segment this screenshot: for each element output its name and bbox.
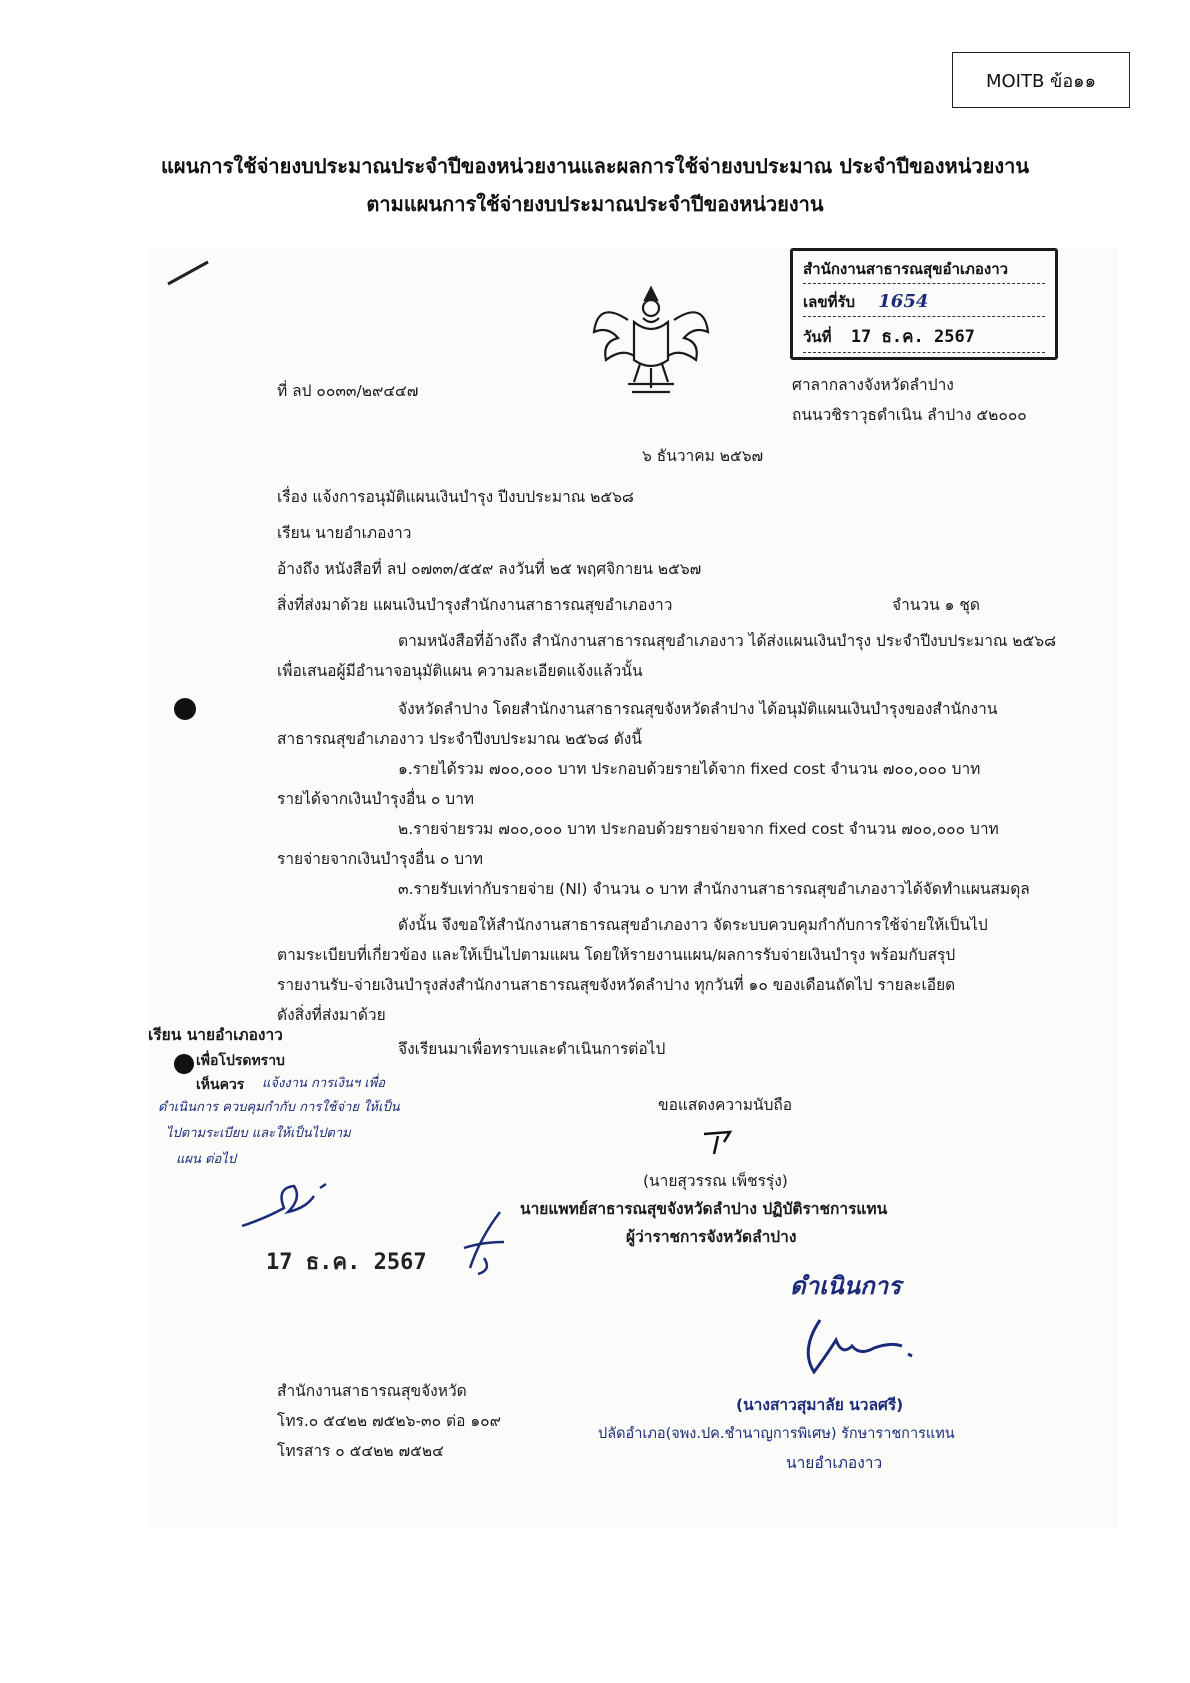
para2-line1: จังหวัดลำปาง โดยสำนักงานสาธารณสุขจังหวัดลำปาง ได้อนุมัติแผนเงินบำรุงของสำนักงาน xyxy=(398,700,998,718)
letter-subject: เรื่อง แจ้งการอนุมัติแผนเงินบำรุง ปีงบประมาณ ๒๕๖๘ xyxy=(277,488,634,506)
para3-line3: รายงานรับ-จ่ายเงินบำรุงส่งสำนักงานสาธารณสุขจังหวัดลำปาง ทุกวันที่ ๑๐ ของเดือนถัดไป รายละเอียด xyxy=(277,976,956,994)
sender-address-line1: ศาลากลางจังหวัดลำปาง xyxy=(792,376,954,394)
reference-number: ที่ ลป ๐๐๓๓/๒๙๔๔๗ xyxy=(277,382,419,400)
annotation-recipient: เรียน นายอำเภองาว xyxy=(148,1026,283,1044)
regards: ขอแสดงความนับถือ xyxy=(658,1096,793,1114)
handwritten-action: ดำเนินการ xyxy=(790,1271,901,1300)
letter-enclosure-quantity: จำนวน ๑ ชุด xyxy=(892,596,980,614)
receive-stamp xyxy=(790,248,1058,360)
stamp-date-row xyxy=(803,323,1045,353)
second-signer-position-line1: ปลัดอำเภอ(จพง.ปค.ชำนาญการพิเศษ) รักษาราชการแทน xyxy=(598,1426,955,1442)
document-code-box xyxy=(952,52,1130,108)
para3-line1: ดังนั้น จึงขอให้สำนักงานสาธารณสุขอำเภองาว จัดระบบควบคุมกำกับการใช้จ่ายให้เป็นไป xyxy=(398,916,988,934)
footer-office: สำนักงานสาธารณสุขจังหวัด xyxy=(277,1382,467,1400)
annotation-note-line4: แผน ต่อไป xyxy=(176,1152,237,1167)
footer-fax: โทรสาร ๐ ๕๔๒๒ ๗๕๒๔ xyxy=(277,1442,444,1460)
annotation-date: 17 ธ.ค. 2567 xyxy=(266,1250,427,1275)
second-signer-position-line2: นายอำเภองาว xyxy=(786,1454,883,1472)
stamp-receive-label: เลขที่รับ xyxy=(803,293,856,311)
annotation-option-recommend: เห็นควร xyxy=(196,1077,245,1093)
para1-line2: เพื่อเสนอผู้มีอำนาจอนุมัติแผน ความละเอียดแจ้งแล้วนั้น xyxy=(277,662,643,680)
stamp-date: 17 ธ.ค. 2567 xyxy=(850,327,975,347)
annotation-note-line1: แจ้งงาน การเงินฯ เพื่อ xyxy=(262,1076,386,1091)
para1-line1: ตามหนังสือที่อ้างถึง สำนักงานสาธารณสุขอำเภองาว ได้ส่งแผนเงินบำรุง ประจำปีงบประมาณ ๒๕๖๘ xyxy=(398,632,1057,650)
annotation-option-inform: เพื่อโปรดทราบ xyxy=(196,1053,285,1069)
signer-position-line2: ผู้ว่าราชการจังหวัดลำปาง xyxy=(626,1228,797,1246)
letter-enclosure: สิ่งที่ส่งมาด้วย แผนเงินบำรุงสำนักงานสาธารณสุขอำเภองาว xyxy=(277,596,673,614)
handwritten-signature-icon xyxy=(236,1178,346,1234)
closing-request: จึงเรียนมาเพื่อทราบและดำเนินการต่อไป xyxy=(398,1040,666,1058)
signature-mark-icon xyxy=(700,1128,740,1158)
punch-hole-icon xyxy=(174,698,196,720)
annotation-note-line2: ดำเนินการ ควบคุมกำกับ การใช้จ่าย ให้เป็น xyxy=(158,1100,400,1115)
letter-date: ๖ ธันวาคม ๒๕๖๗ xyxy=(642,447,764,465)
stamp-receive-number: 1654 xyxy=(878,291,929,312)
second-signature-icon xyxy=(790,1310,920,1380)
document-code: MOITB ข้อ๑๑ xyxy=(985,70,1097,92)
initials-signature-icon xyxy=(460,1208,510,1278)
para3-line4: ดังสิ่งที่ส่งมาด้วย xyxy=(277,1006,386,1024)
stamp-org: สำนักงานสาธารณสุขอำเภองาว xyxy=(803,257,1045,284)
stamp-receive-row xyxy=(803,290,1045,317)
second-signer-name: (นางสาวสุมาลัย นวลศรี) xyxy=(736,1396,904,1414)
sender-address-line2: ถนนวชิราวุธดำเนิน ลำปาง ๕๒๐๐๐ xyxy=(792,406,1027,424)
signer-name: (นายสุวรรณ เพ็ชรรุ่ง) xyxy=(643,1172,788,1190)
tick-mark-icon xyxy=(166,258,212,288)
page-title-line2: ตามแผนการใช้จ่ายงบประมาณประจำปีของหน่วยงาน xyxy=(366,192,824,216)
item2-line1: ๒.รายจ่ายรวม ๗๐๐,๐๐๐ บาท ประกอบด้วยรายจ่ายจาก fixed cost จำนวน ๗๐๐,๐๐๐ บาท xyxy=(398,820,999,838)
annotation-note-line3: ไปตามระเบียบ และให้เป็นไปตาม xyxy=(166,1126,351,1141)
item1-line2: รายได้จากเงินบำรุงอื่น ๐ บาท xyxy=(277,790,475,808)
item2-line2: รายจ่ายจากเงินบำรุงอื่น ๐ บาท xyxy=(277,850,484,868)
letter-recipient: เรียน นายอำเภองาว xyxy=(277,524,412,542)
page-title-line1: แผนการใช้จ่ายงบประมาณประจำปีของหน่วยงานและผลการใช้จ่ายงบประมาณ ประจำปีของหน่วยงาน xyxy=(161,154,1029,178)
item3-line1: ๓.รายรับเท่ากับรายจ่าย (NI) จำนวน ๐ บาท สำนักงานสาธารณสุขอำเภองาวได้จัดทำแผนสมดุล xyxy=(398,880,1030,898)
para2-line2: สาธารณสุขอำเภองาว ประจำปีงบประมาณ ๒๕๖๘ ดังนี้ xyxy=(277,730,642,748)
letter-reference: อ้างถึง หนังสือที่ ลป ๐๗๓๓/๕๕๙ ลงวันที่ ๒๕ พฤศจิกายน ๒๕๖๗ xyxy=(277,560,702,578)
item1-line1: ๑.รายได้รวม ๗๐๐,๐๐๐ บาท ประกอบด้วยรายได้จาก fixed cost จำนวน ๗๐๐,๐๐๐ บาท xyxy=(398,760,981,778)
signer-position-line1: นายแพทย์สาธารณสุขจังหวัดลำปาง ปฏิบัติราชการแทน xyxy=(520,1200,888,1218)
garuda-emblem-icon xyxy=(588,280,714,398)
punch-hole-icon xyxy=(174,1054,194,1074)
para3-line2: ตามระเบียบที่เกี่ยวข้อง และให้เป็นไปตามแผน โดยให้รายงานแผน/ผลการรับจ่ายเงินบำรุง พร้อมกับสรุป xyxy=(277,946,956,964)
stamp-date-label: วันที่ xyxy=(803,328,832,346)
footer-telephone: โทร.๐ ๕๔๒๒ ๗๕๒๖-๓๐ ต่อ ๑๐๙ xyxy=(277,1412,501,1430)
